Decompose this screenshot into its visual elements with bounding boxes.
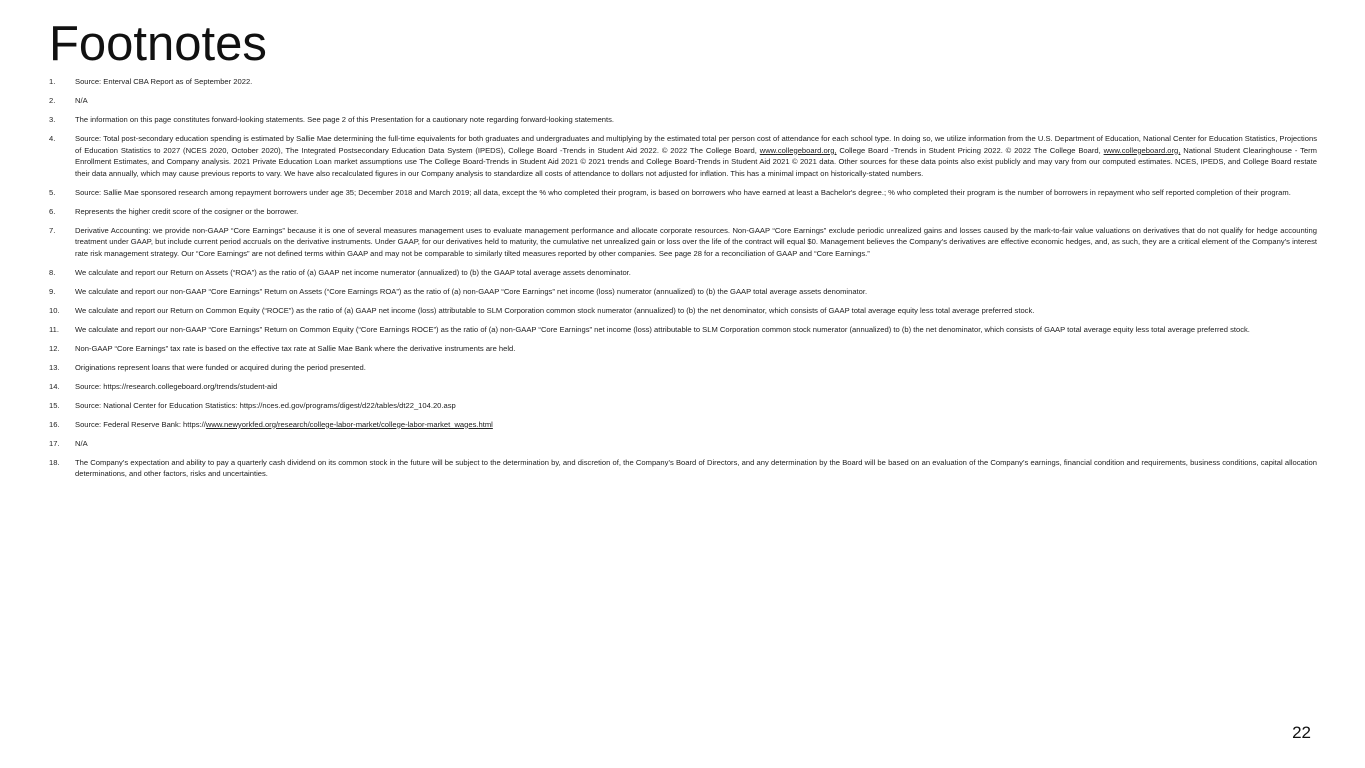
footnote-item [49,114,1317,126]
footnote-text-segment: The information on this page constitutes forward-looking statements. See page 2 of this Presentation for a cautionary note regarding forward-looking statements. [75,114,615,124]
footnote-text [75,286,1317,298]
footnote-text-segment: We calculate and report our Return on Common Equity (“ROCE”) as the ratio of (a) GAAP net income (loss) attributable to SLM Corporation common stock numerator (annualized) to (b) the net denominator, which consists of GAAP total average equity less total average preferred stock. [75,305,1035,315]
footnote-number: 9. [49,286,56,296]
footnote-text-segment: Source: Sallie Mae sponsored research among repayment borrowers under age 35; December 2018 and March 2019; all data, except the % who completed their program, is based on borrowers who have earned at least a Bachelor's degree.; % who completed their program is the number of borrowers in repayment who self reported completion of their program. [75,187,1291,197]
footnote-number: 4. [49,133,56,143]
footnote-item [49,187,1317,199]
footnote-number: 8. [49,267,56,277]
footnote-item [49,95,1317,107]
footnote-text-segment: Source: Enterval CBA Report as of September 2022. [75,77,253,86]
footnote-text-segment: National Student Clearinghouse - Term Enrollment Estimates, and Company analysis. 2021 Private Education Loan market assumptions use The College Board-Trends in Student Aid 2021 © 2021 trends and College Board-Trends in Student Aid 2021 © 2021 data. Other sources for these data points also exist publicly and may vary from our computed estimates. NCES, IPEDS, and College Board restate their data annually, which may cause previous reports to vary. We have also recalculated figures in our Company analysis to standardize all costs of attendance to dollars not adjusted for inflation. This has a minimal impact on historically-stated numbers. [75,145,1317,178]
footnote-text-segment: Source: Federal Reserve Bank: https:// [75,419,206,429]
footnote-text [75,381,1317,393]
footnote-text [75,419,1317,431]
footnote-number: 16. [49,419,60,429]
footnote-number: 1. [49,77,56,86]
footnote-number: 17. [49,438,60,448]
footnote-number: 15. [49,400,60,410]
footnote-item [49,324,1317,336]
footnote-text [75,324,1317,336]
footnote-item [49,381,1317,393]
footnote-text [75,400,1317,412]
footnote-text [75,225,1317,260]
footnote-text [75,95,1317,107]
footnote-item [49,206,1317,218]
footnote-text [75,267,1317,279]
page-number: 22 [1292,723,1311,742]
footnote-item [49,76,1317,88]
footnote-item [49,419,1317,431]
footnote-number: 6. [49,206,56,216]
footnote-item [49,305,1317,317]
footnote-link[interactable]: www.collegeboard.org, [1103,145,1181,155]
footnote-text [75,206,1317,218]
footnote-item [49,343,1317,355]
footnote-text [75,133,1317,179]
footnote-text [75,76,1317,88]
footnote-text-segment: N/A [75,438,88,448]
footnote-item [49,286,1317,298]
footnote-text-segment: College Board -Trends in Student Pricing 2022. © 2022 The College Board, [836,145,1104,155]
footnote-item [49,267,1317,279]
footnote-item [49,457,1317,480]
footnote-text-segment: Originations represent loans that were funded or acquired during the period presented. [75,362,366,372]
footnote-item [49,400,1317,412]
footnote-link[interactable]: www.collegeboard.org, [759,145,837,155]
footnote-number: 5. [49,187,56,197]
footnote-text-segment: Non-GAAP “Core Earnings” tax rate is based on the effective tax rate at Sallie Mae Bank where the derivative instruments are held. [75,343,516,353]
footnote-list [49,76,1317,487]
footnote-number: 2. [49,95,56,105]
footnote-item [49,133,1317,179]
footnote-number: 3. [49,114,56,124]
footnote-text [75,343,1317,355]
footnote-item [49,438,1317,450]
footnote-text [75,187,1317,199]
footnote-number: 10. [49,305,60,315]
footnote-text [75,362,1317,374]
footnote-number: 13. [49,362,60,372]
footnote-item [49,362,1317,374]
footnote-text-segment: Source: National Center for Education Statistics: https://nces.ed.gov/programs/digest/d22/tables/dt22_104.20.asp [75,400,456,410]
footnote-text-segment: Derivative Accounting: we provide non-GAAP “Core Earnings” because it is one of several measures management uses to evaluate management performance and allocate corporate resources. Non-GAAP “Core Earnings” exclude periodic unrealized gains and losses caused by the mark-to-fair value valuations on derivatives that do not qualify for hedge accounting treatment under GAAP, but include current period accruals on the derivative instruments. Under GAAP, for our derivatives held to maturity, the cumulative net unrealized gain or loss over the life of the contract will equal $0. Management believes the Company’s derivatives are effective economic hedges, and, as such, they are a critical element of the Company’s interest rate risk management strategy. Our “Core Earnings” are not defined terms within GAAP and may not be comparable to similarly tilted measures reported by other companies. See page 28 for a reconciliation of GAAP and “Core Earnings.” [75,225,1317,258]
footnote-number: 12. [49,343,60,353]
footnote-text [75,438,1317,450]
footnote-text-segment: We calculate and report our non-GAAP “Core Earnings” Return on Assets (“Core Earnings ROA”) as the ratio of (a) non-GAAP “Core Earnings” net income (loss) numerator (annualized) to (b) the GAAP total average assets denominator. [75,286,868,296]
footnote-link[interactable]: www.newyorkfed.org/research/college-labor-market/college-labor-market_wages.html [205,419,493,429]
footnote-text-segment: We calculate and report our non-GAAP “Core Earnings” Return on Common Equity (“Core Earnings ROCE”) as the ratio of (a) non-GAAP “Core Earnings” net income (loss) attributable to SLM Corporation common stock numerator (annualized) to (b) the net denominator, which consists of GAAP total average equity less total average preferred stock. [75,324,1250,334]
page-title: Footnotes [49,17,267,71]
footnote-number: 18. [49,457,60,467]
footnote-text-segment: N/A [75,95,88,105]
footnote-text-segment: We calculate and report our Return on Assets (“ROA”) as the ratio of (a) GAAP net income numerator (annualized) to (b) the GAAP total average assets denominator. [75,267,631,277]
footnote-text-segment: Represents the higher credit score of the cosigner or the borrower. [75,206,299,216]
footnote-item [49,225,1317,260]
footnote-text-segment: Source: https://research.collegeboard.org/trends/student-aid [75,381,278,391]
footnote-text [75,305,1317,317]
footnote-text-segment: Source: Total post-secondary education spending is estimated by Sallie Mae determining the full-time equivalents for both graduates and undergraduates and multiplying by the estimated total per person cost of attendance for each school type. In doing so, we utilize information from the U.S. Department of Education, National Center for Education Statistics, Projections of Education Statistics to 2027 (NCES 2020, October 2020), The Integrated Postsecondary Education Data System (IPEDS), College Board -Trends in Student Aid 2022. © 2022 The College Board, [75,133,1317,155]
footnote-text-segment: The Company’s expectation and ability to pay a quarterly cash dividend on its common stock in the future will be subject to the determination by, and discretion of, the Company’s Board of Directors, and any determination by the Board will be based on an evaluation of the Company’s earnings, financial condition and requirements, business conditions, capital allocation determinations, and other factors, risks and uncertainties. [75,457,1317,479]
footnote-number: 7. [49,225,56,235]
footnote-number: 11. [49,324,59,334]
footnote-text [75,457,1317,480]
footnote-number: 14. [49,381,60,391]
footnote-text [75,114,1317,126]
